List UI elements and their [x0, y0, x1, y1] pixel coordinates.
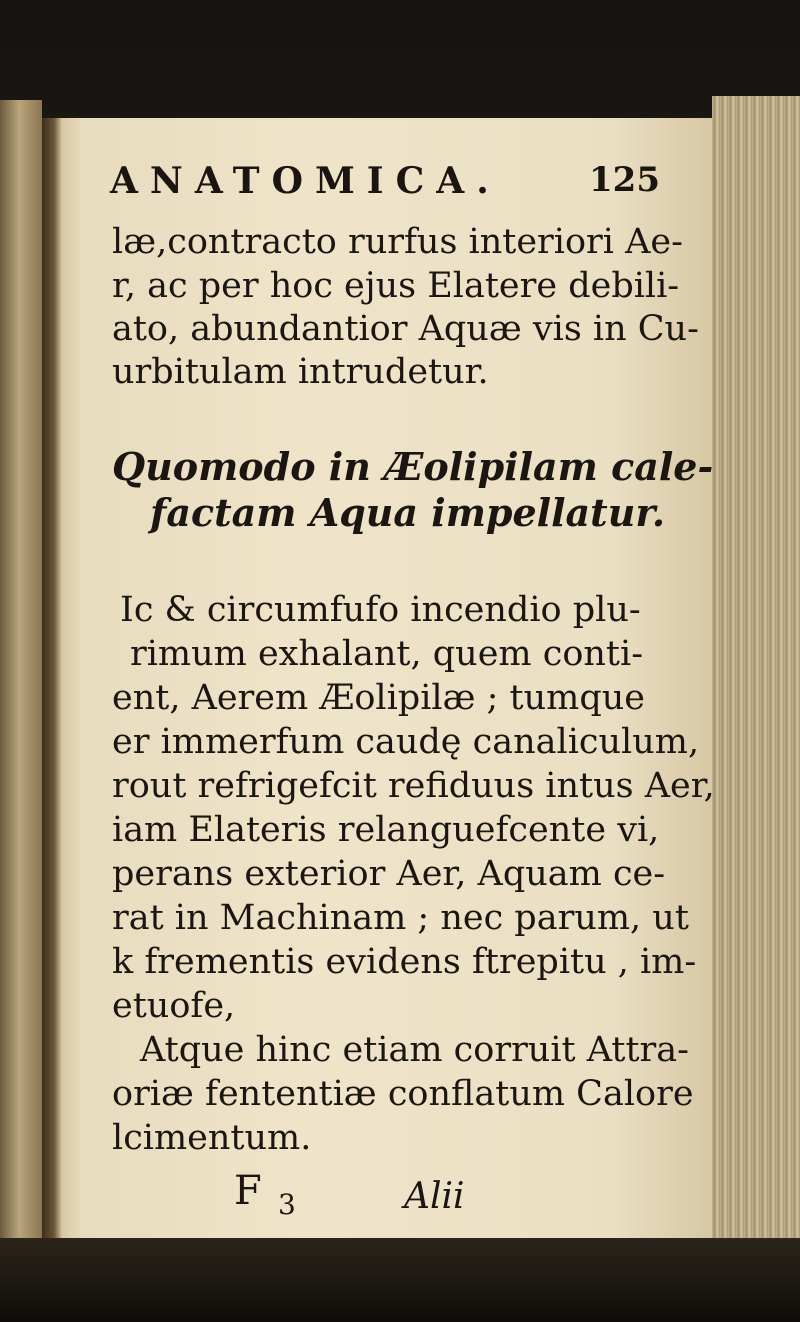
- text-line: ent, Aerem Æolipilæ ; tumque: [112, 678, 645, 718]
- section-heading: Quomodo in Æolipilam cale-: [112, 444, 714, 489]
- page-stack-edge: [712, 96, 800, 1246]
- catchword: Alii: [404, 1176, 465, 1217]
- text-line: k frementis evidens ftrepitu , im-: [112, 942, 697, 982]
- text-line: r, ac per hoc ejus Elatere debili-: [112, 266, 680, 306]
- page-header: [110, 160, 660, 208]
- text-line: rout refrigefcit refiduus intus Aer,: [112, 766, 715, 806]
- text-line: perans exterior Aer, Aquam ce-: [112, 854, 666, 894]
- signature-mark: F: [234, 1168, 262, 1214]
- text-line: urbitulam intrudetur.: [112, 352, 489, 392]
- previous-page-edge: [0, 100, 42, 1250]
- text-line: ato, abundantior Aquæ vis in Cu-: [112, 309, 699, 349]
- text-line: Ic & circumfufo incendio plu-: [120, 590, 641, 630]
- signature-number: 3: [278, 1188, 296, 1221]
- text-line: rat in Machinam ; nec parum, ut: [112, 898, 689, 938]
- text-line: lcimentum.: [112, 1118, 312, 1158]
- page-number: 125: [589, 160, 660, 200]
- text-line: etuofe,: [112, 986, 236, 1026]
- running-head: ANATOMICA.: [110, 160, 501, 202]
- bottom-shadow: [0, 1238, 800, 1322]
- text-line: rimum exhalant, quem conti-: [130, 634, 644, 674]
- binding-gutter: [42, 118, 62, 1238]
- text-line: iam Elateris relanguefcente vi,: [112, 810, 660, 850]
- text-line: Atque hinc etiam corruit Attra-: [140, 1030, 689, 1070]
- section-heading: factam Aqua impellatur.: [150, 490, 666, 535]
- text-line: oriæ fententiæ conflatum Calore: [112, 1074, 694, 1114]
- text-line: læ,contracto rurfus interiori Ae-: [112, 222, 683, 262]
- text-line: er immerfum caudę canaliculum,: [112, 722, 700, 762]
